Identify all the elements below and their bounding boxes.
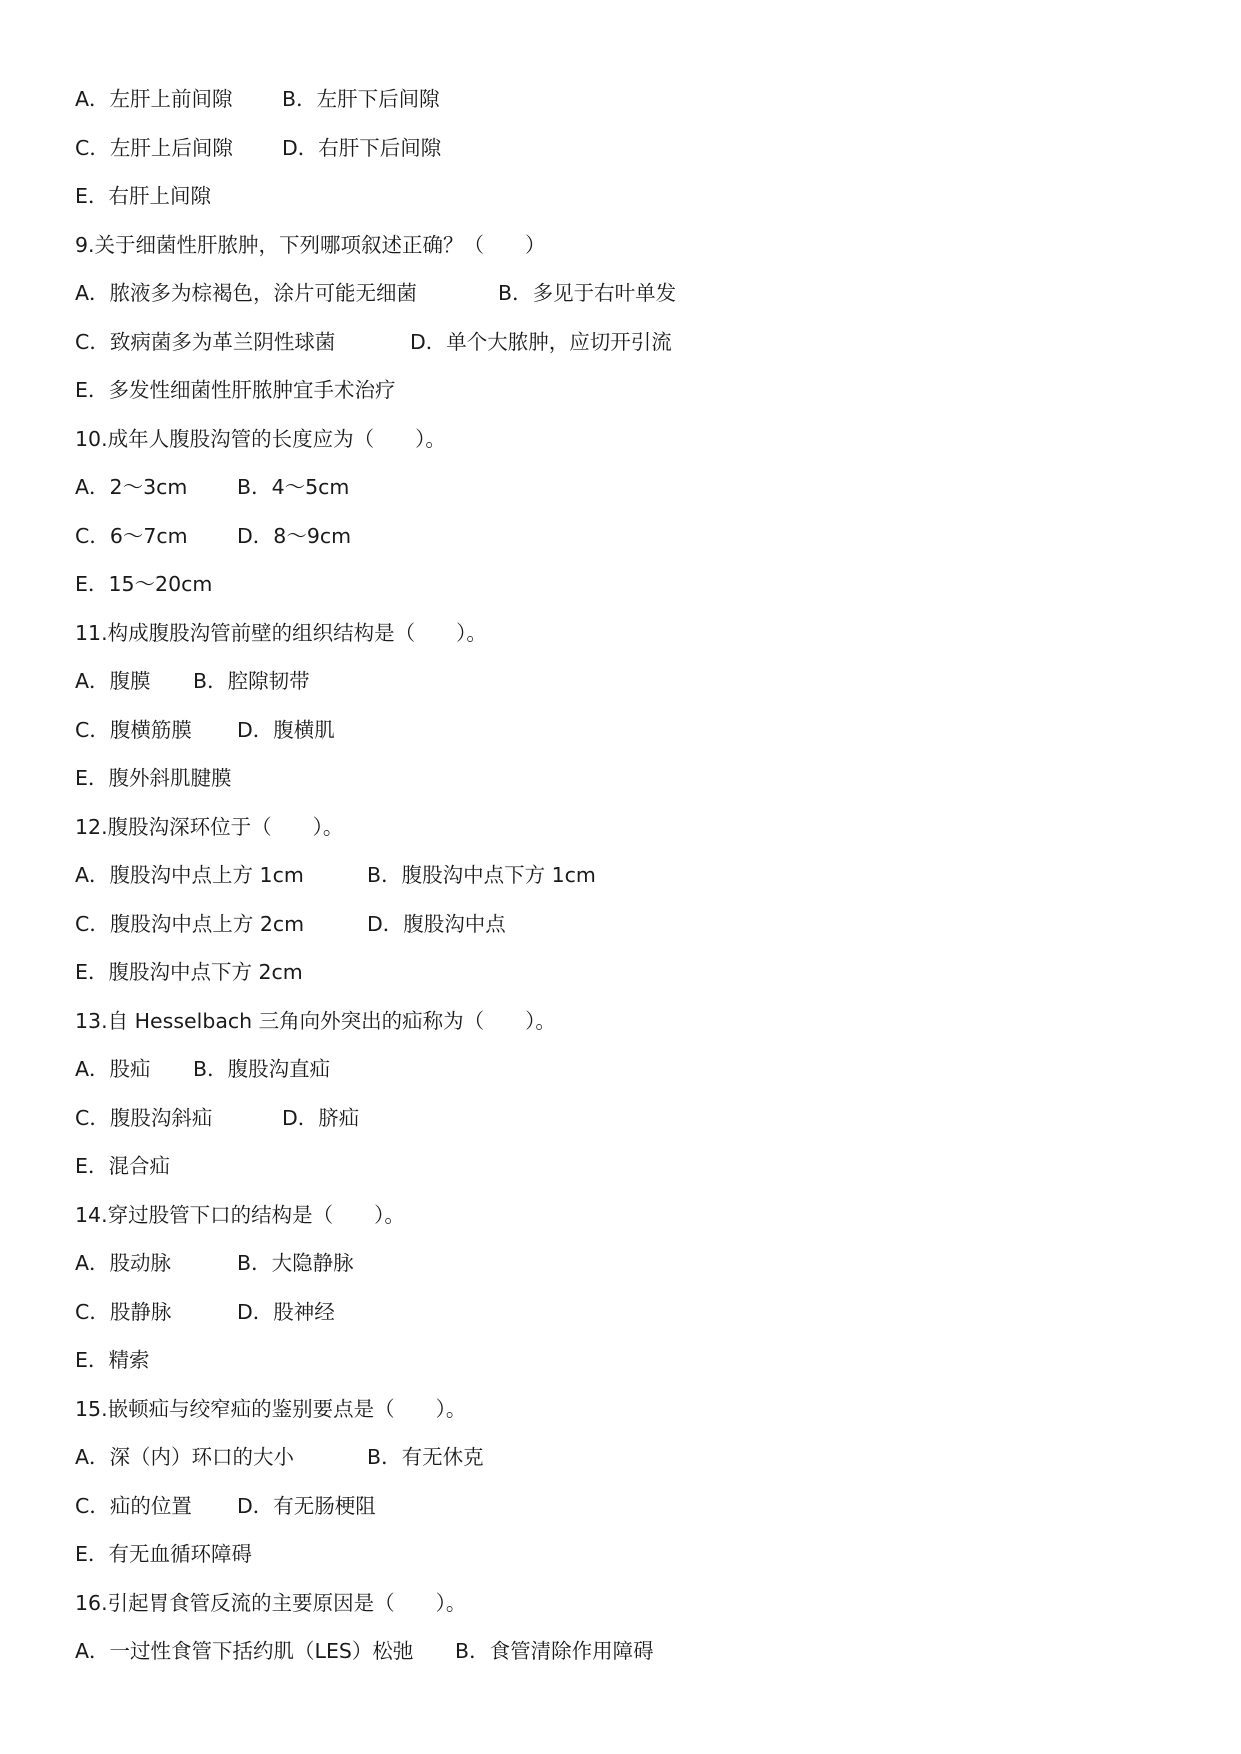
option-c: C．腹横筋膜	[75, 718, 192, 742]
option-b: B．腹股沟中点下方 1cm	[367, 863, 596, 887]
option-c: C．6～7cm	[75, 524, 188, 548]
option-a: A．股动脉	[75, 1251, 172, 1275]
option-c: C．致病菌多为革兰阴性球菌	[75, 330, 336, 354]
option-a: A．腹股沟中点上方 1cm	[75, 863, 304, 887]
option-d: D．股神经	[237, 1300, 335, 1324]
option-e: E．多发性细菌性肝脓肿宜手术治疗	[75, 378, 396, 402]
option-e: E．腹外斜肌腱膜	[75, 766, 232, 790]
option-b: B．有无休克	[367, 1445, 484, 1469]
option-c: C．腹股沟斜疝	[75, 1106, 213, 1130]
option-d: D．8～9cm	[237, 524, 352, 548]
option-a: A．左肝上前间隙	[75, 87, 233, 111]
option-e: E．有无血循环障碍	[75, 1542, 252, 1566]
option-b: B．左肝下后间隙	[282, 87, 440, 111]
option-a: A．一过性食管下括约肌（LES）松弛	[75, 1639, 414, 1663]
option-a: A．腹膜	[75, 669, 151, 693]
option-a: A．深（内）环口的大小	[75, 1445, 295, 1469]
option-e: E．右肝上间隙	[75, 184, 211, 208]
question-text: 11.构成腹股沟管前壁的组织结构是（ ）。	[75, 621, 487, 645]
option-d: D．右肝下后间隙	[282, 136, 442, 160]
question-text: 12.腹股沟深环位于（ ）。	[75, 815, 344, 839]
question-text: 15.嵌顿疝与绞窄疝的鉴别要点是（ ）。	[75, 1397, 467, 1421]
option-b: B．多见于右叶单发	[498, 281, 677, 305]
option-e: E．精索	[75, 1348, 150, 1372]
option-c: C．股静脉	[75, 1300, 172, 1324]
option-c: C．疝的位置	[75, 1494, 192, 1518]
option-d: D．单个大脓肿，应切开引流	[410, 330, 672, 354]
option-b: B．腹股沟直疝	[193, 1057, 331, 1081]
option-a: A．2～3cm	[75, 475, 188, 499]
option-b: B．食管清除作用障碍	[455, 1639, 654, 1663]
question-text: 16.引起胃食管反流的主要原因是（ ）。	[75, 1591, 467, 1615]
option-b: B．4～5cm	[237, 475, 350, 499]
option-b: B．腔隙韧带	[193, 669, 310, 693]
option-a: A．脓液多为棕褐色，涂片可能无细菌	[75, 281, 418, 305]
option-d: D．脐疝	[282, 1106, 360, 1130]
option-b: B．大隐静脉	[237, 1251, 354, 1275]
question-text: 10.成年人腹股沟管的长度应为（ ）。	[75, 427, 446, 451]
option-c: C．左肝上后间隙	[75, 136, 233, 160]
option-e: E．混合疝	[75, 1154, 170, 1178]
question-text: 13.自 Hesselbach 三角向外突出的疝称为（ ）。	[75, 1009, 556, 1033]
option-e: E．15～20cm	[75, 572, 213, 596]
option-a: A．股疝	[75, 1057, 151, 1081]
question-text: 14.穿过股管下口的结构是（ ）。	[75, 1203, 405, 1227]
option-d: D．腹股沟中点	[367, 912, 506, 936]
option-d: D．腹横肌	[237, 718, 335, 742]
option-c: C．腹股沟中点上方 2cm	[75, 912, 305, 936]
option-d: D．有无肠梗阻	[237, 1494, 376, 1518]
option-e: E．腹股沟中点下方 2cm	[75, 960, 303, 984]
question-text: 9.关于细菌性肝脓肿，下列哪项叙述正确？（ ）	[75, 233, 546, 257]
